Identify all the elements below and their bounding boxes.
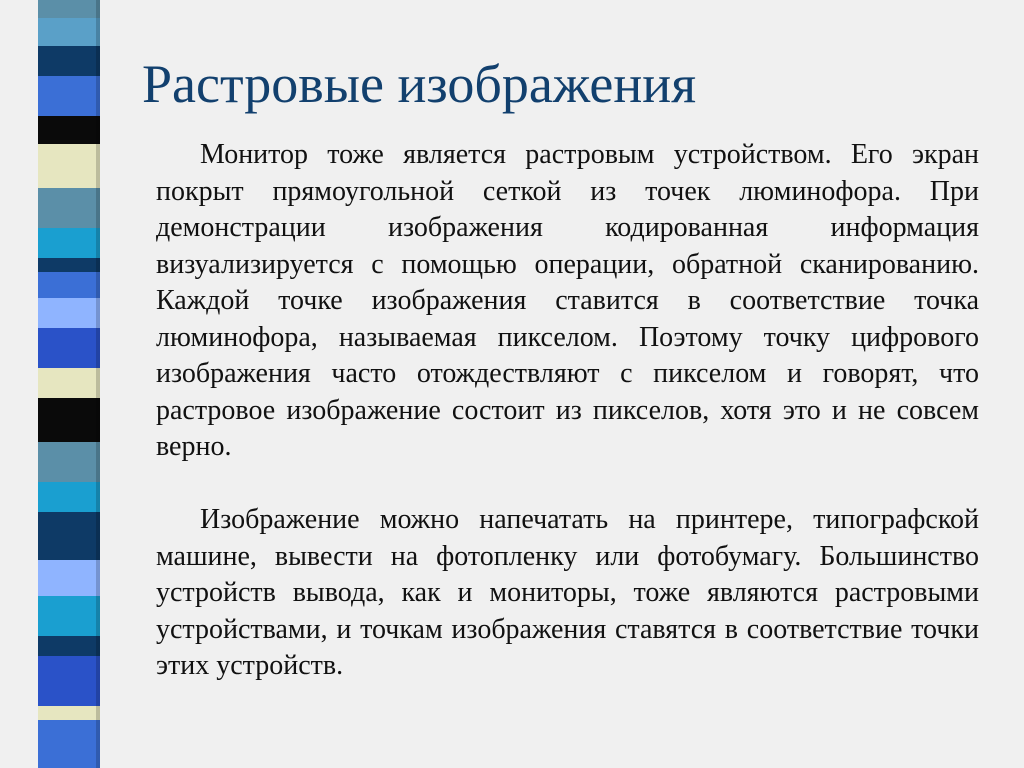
stripe-band (38, 596, 100, 636)
slide-title: Растровые изображения (142, 54, 697, 114)
stripe-band (38, 512, 100, 560)
decorative-stripe-bar (38, 0, 100, 768)
stripe-band (38, 720, 100, 768)
stripe-band (38, 76, 100, 116)
stripe-band (38, 368, 100, 398)
paragraph-printing: Изображение можно напечатать на принтере, типографской машине, вывести на фотопленку или фотобумагу. Большинство устройств вывода, как и мониторы, тоже являются растровыми устройствами, и точкам изображения ставятся в соответствие точки этих устройств. (156, 504, 979, 681)
stripe-band (38, 258, 100, 272)
stripe-band (38, 228, 100, 258)
stripe-band (38, 188, 100, 228)
stripe-band (38, 144, 100, 188)
stripe-band (38, 398, 100, 442)
stripe-band (38, 482, 100, 512)
stripe-shadow (96, 0, 100, 768)
stripe-band (38, 328, 100, 368)
stripe-band (38, 636, 100, 656)
slide-body (156, 137, 979, 685)
stripe-band (38, 18, 100, 46)
stripe-band (38, 560, 100, 596)
paragraph-monitor: Монитор тоже является растровым устройством. Его экран покрыт прямоугольной сеткой из точек люминофора. При демонстрации изображения кодированная информация визуализируется с помощью операции, обратной сканированию. Каждой точке изображения ставится в соответствие точка люминофора, называемая пикселом. Поэтому точку цифрового изображения часто отождествляют с пикселом и говорят, что растровое изображение состоит из пикселов, хотя это и не совсем верно. (156, 139, 979, 462)
stripe-band (38, 0, 100, 18)
stripe-band (38, 46, 100, 76)
stripe-band (38, 656, 100, 706)
stripe-band (38, 116, 100, 144)
stripe-band (38, 442, 100, 482)
stripe-band (38, 272, 100, 298)
stripe-band (38, 298, 100, 328)
stripe-band (38, 706, 100, 720)
